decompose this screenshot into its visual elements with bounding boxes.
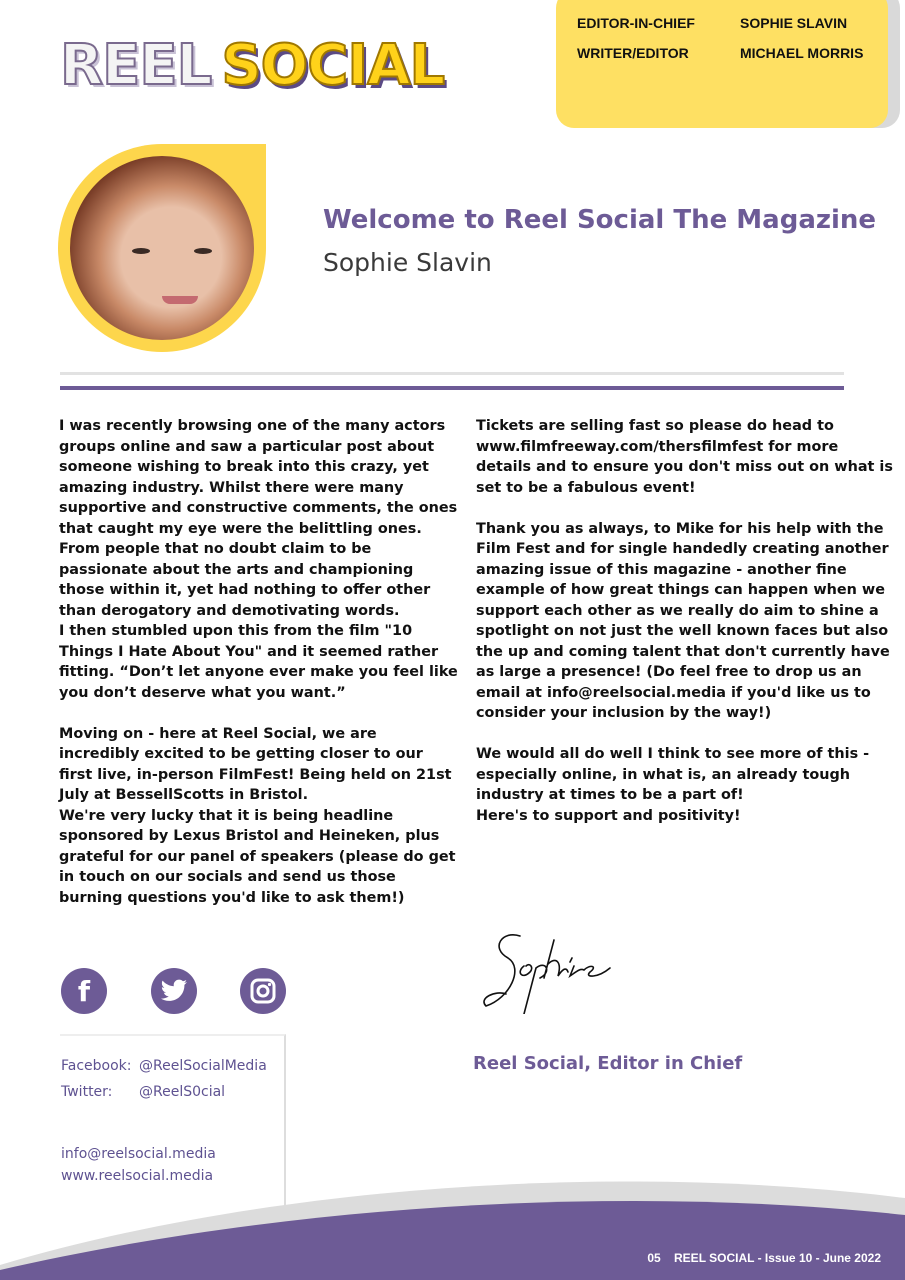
handwritten-signature	[480, 928, 630, 1014]
signature-role: Reel Social, Editor in Chief	[473, 1053, 743, 1074]
email-link[interactable]: info@reelsocial.media	[61, 1146, 216, 1162]
instagram-icon[interactable]	[240, 968, 286, 1014]
author-photo	[70, 156, 254, 340]
divider-light	[60, 372, 844, 375]
masthead-box	[556, 0, 888, 128]
footer-issue-line	[647, 1251, 881, 1265]
paragraph: We would all do well I think to see more of this - especially online, in what is, an already tough industry at times to be a part of! Here's to support and positivity!	[476, 746, 870, 824]
paragraph: Thank you as always, to Mike for his help with the Film Fest and for single handedly creating another amazing issue of this magazine - another fine example of how great things can happen when we support each other as we really do aim to shine a spotlight on not just the well known faces but also the up and coming talent that don't currently have as large a presence! (Do feel free to drop us an email at info@reelsocial.media if you'd like us to consider your inclusion by the way!)	[476, 520, 890, 721]
author-photo-frame	[58, 144, 266, 352]
masthead-role-1: EDITOR-IN-CHIEF	[577, 15, 695, 31]
divider	[60, 386, 844, 390]
article-column-left	[59, 416, 459, 929]
twitter-contact	[61, 1084, 225, 1100]
paragraph: Tickets are selling fast so please do head to www.filmfreeway.com/thersfilmfest for more details and to ensure you don't miss out on what is set to be a fabulous event!	[476, 418, 893, 496]
paragraph: Moving on - here at Reel Social, we are incredibly excited to be getting closer to our first live, in-person FilmFest! Being held on 21st July at BessellScotts in Bristol. We're very lucky that it is being headline sponsored by Lexus Bristol and Heineken, plus grateful for our panel of speakers (please do get in touch on our socials and send us those burning questions you'd like to ask them!)	[59, 725, 456, 906]
facebook-icon[interactable]: f	[61, 968, 107, 1014]
twitter-label: Twitter:	[61, 1084, 113, 1100]
masthead-name-2: MICHAEL MORRIS	[740, 45, 864, 61]
issue-info: REEL SOCIAL - Issue 10 - June 2022	[674, 1251, 881, 1265]
article-title: Welcome to Reel Social The Magazine	[323, 205, 877, 235]
article-column-right	[476, 416, 896, 847]
article-author: Sophie Slavin	[323, 248, 492, 277]
facebook-contact	[61, 1058, 267, 1074]
logo-reel-text: REEL	[60, 33, 212, 98]
masthead-name-1: SOPHIE SLAVIN	[740, 15, 848, 31]
reel-social-logo	[60, 33, 445, 98]
page-number: 05	[647, 1251, 661, 1265]
twitter-icon[interactable]	[151, 968, 197, 1014]
paragraph: I was recently browsing one of the many actors groups online and saw a particular post about someone wishing to break into this crazy, yet amazing industry. Whilst there were many supportive and constructive comments, the ones that caught my eye were the belittling ones. From people that no doubt claim to be passionate about the arts and championing those within it, yet had nothing to offer other than derogatory and demotivating words. I then stumbled upon this from the film "10 Things I Hate About You" and it seemed rather fitting. “Don’t let anyone ever make you feel like you don’t deserve what you want.”	[59, 418, 458, 701]
facebook-handle[interactable]: @ReelSocialMedia	[139, 1058, 267, 1074]
twitter-handle[interactable]: @ReelS0cial	[139, 1084, 226, 1100]
facebook-label: Facebook:	[61, 1058, 132, 1074]
masthead-role-2: WRITER/EDITOR	[577, 45, 689, 61]
logo-social-text: SOCIAL	[221, 33, 445, 98]
website-link[interactable]: www.reelsocial.media	[61, 1168, 214, 1184]
